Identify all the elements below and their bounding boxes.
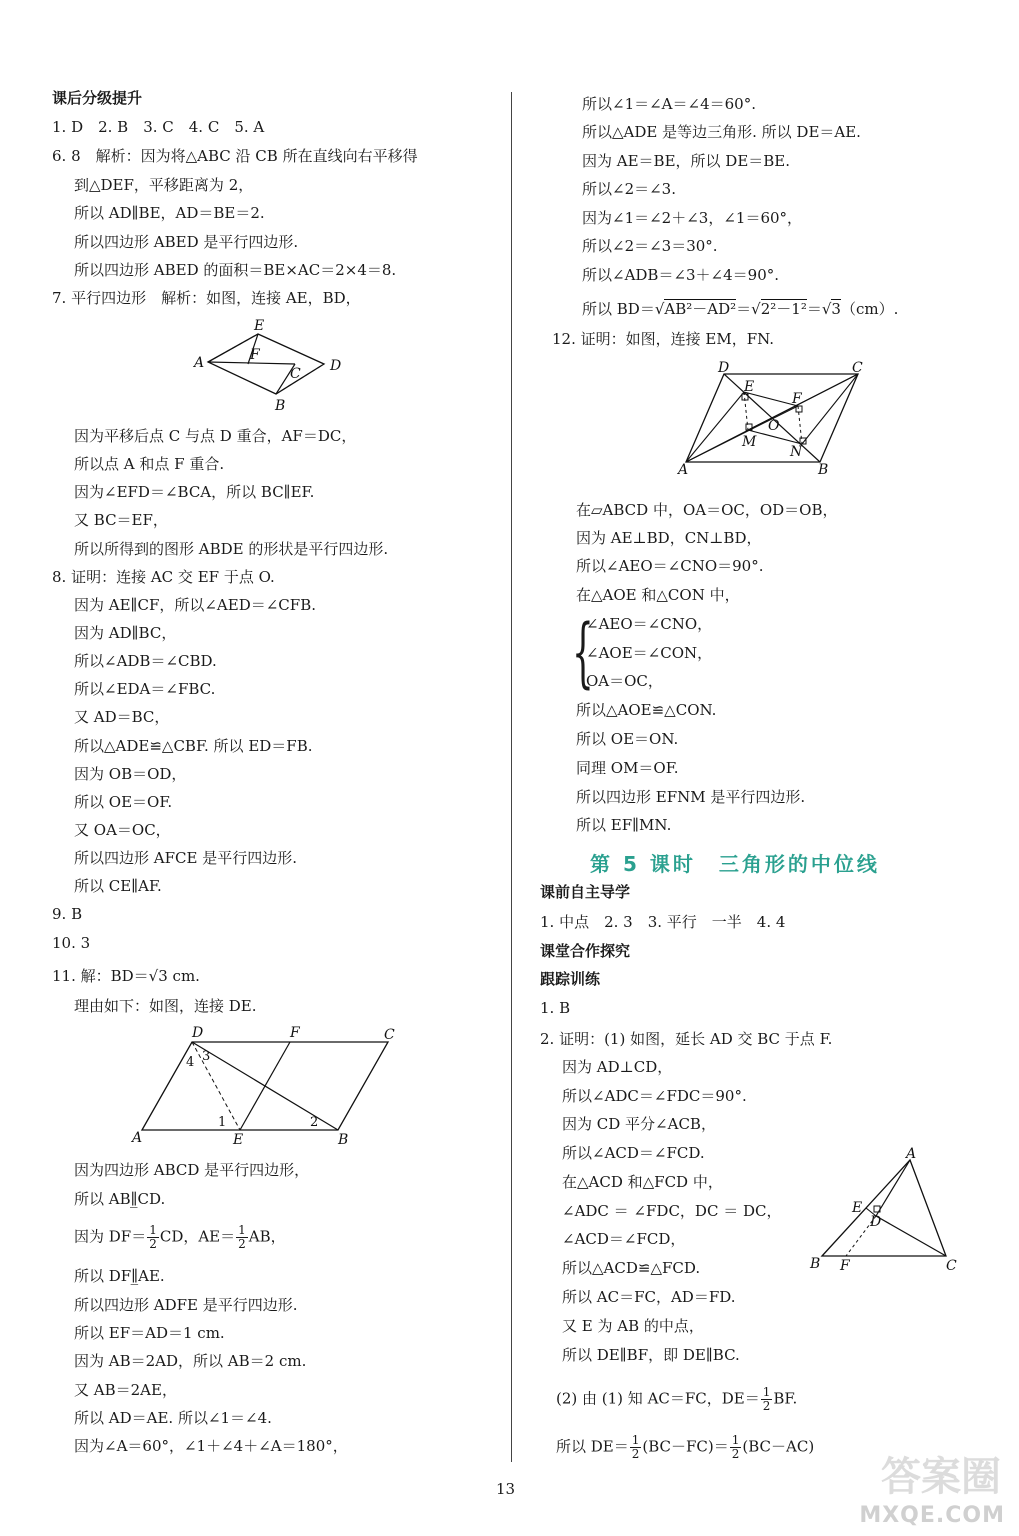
sqrt-sign: √ xyxy=(654,300,665,318)
answer-line: 所以 AD∥BE，AD＝BE＝2. xyxy=(74,204,265,222)
column-divider xyxy=(511,92,512,1462)
sqrt-sign: √ xyxy=(821,300,832,318)
fig-label: E xyxy=(254,318,265,334)
answer-line: 所以∠AEO＝∠CNO＝90°. xyxy=(576,557,764,575)
page-number: 13 xyxy=(496,1480,516,1498)
numerator: 1 xyxy=(631,1433,640,1447)
text-part: (2) 由 (1) 知 AC＝FC，DE＝ xyxy=(556,1389,760,1408)
answer-line: 因为 OB＝OD， xyxy=(74,765,187,783)
answer-line: 所以 AC＝FC，AD＝FD. xyxy=(562,1288,736,1306)
fig-segment xyxy=(686,392,744,462)
answer-line: 又 BC＝EF， xyxy=(74,511,168,529)
answer-line: 因为 AD⊥CD， xyxy=(562,1058,673,1076)
brace-symbol: { xyxy=(572,607,594,696)
fig-label: N xyxy=(790,444,803,460)
fig-label: E xyxy=(852,1200,863,1216)
answer-line: 所以 AD＝AE. 所以∠1＝∠4. xyxy=(74,1409,272,1427)
text-part: ＝ xyxy=(806,300,822,318)
answer-line: 所以∠ADB＝∠3＋∠4＝90°. xyxy=(582,266,780,284)
fig-label: F xyxy=(290,1025,300,1041)
answer-line: 10. 3 xyxy=(52,934,91,952)
answer-line: 所以△ADE≌△CBF. 所以 ED＝FB. xyxy=(74,737,313,755)
answer-line: ∠AOE＝∠CON， xyxy=(586,644,713,662)
sqrt-sign: √ xyxy=(751,300,761,318)
answer-line: 又 OA＝OC， xyxy=(74,821,171,839)
denominator: 2 xyxy=(631,1447,640,1461)
answer-line: 7. 平行四边形 解析：如图，连接 AE，BD， xyxy=(52,289,361,307)
answer-line: 所以∠ADB＝∠CBD. xyxy=(74,652,217,670)
answer-line: 因为 AE⊥BD，CN⊥BD， xyxy=(576,529,762,547)
answer-line: 所以∠ACD＝∠FCD. xyxy=(562,1144,705,1162)
answer-line: 8. 证明：连接 AC 交 EF 于点 O. xyxy=(52,568,275,586)
fig-label: F xyxy=(792,391,802,407)
answer-line: 因为∠EFD＝∠BCA，所以 BC∥EF. xyxy=(74,483,315,501)
answer-line: 因为 CD 平分∠ACB， xyxy=(562,1115,716,1133)
fig-label: E xyxy=(233,1132,244,1148)
fig-label: B xyxy=(275,398,286,414)
answer-line: 所以∠2＝∠3＝30°. xyxy=(582,237,718,255)
radicand: AB²－AD² xyxy=(664,300,737,318)
text-part: 所以 DE＝ xyxy=(556,1437,629,1456)
angle-label: 4 xyxy=(186,1055,195,1070)
fig-label: M xyxy=(742,434,757,450)
answer-line: 所以∠ADC＝∠FDC＝90°. xyxy=(562,1087,747,1105)
answer-line: 所以 OE＝ON. xyxy=(576,730,679,748)
answer-line: 所以△ACD≌△FCD. xyxy=(562,1259,701,1277)
answer-line: 因为平移后点 C 与点 D 重合，AF＝DC， xyxy=(74,427,357,445)
figure-q7 xyxy=(190,314,350,414)
text-part: 因为 DF＝ xyxy=(74,1227,147,1246)
denominator: 2 xyxy=(149,1237,157,1251)
angle-label: 3 xyxy=(202,1049,211,1064)
answer-line: 在△ACD 和△FCD 中， xyxy=(562,1173,723,1191)
text-part: ＝ xyxy=(736,300,752,318)
answer-line: 所以 EF＝AD＝1 cm. xyxy=(74,1324,225,1342)
answer-line: 所以四边形 ABED 的面积＝BE×AC＝2×4＝8. xyxy=(74,261,397,279)
answer-line: 因为 AE∥CF，所以∠AED＝∠CFB. xyxy=(74,596,316,614)
fig-label: B xyxy=(818,462,829,478)
answer-line: 又 AB＝2AE， xyxy=(74,1381,177,1399)
fig-shape xyxy=(208,334,324,394)
answer-line: 6. 8 解析：因为将△ABC 沿 CB 所在直线向右平移得 xyxy=(52,147,418,165)
answer-line: 所以 AB∥̲CD. xyxy=(74,1190,166,1208)
answer-line: 到△DEF，平移距离为 2， xyxy=(74,176,254,194)
answer-line: ∠AEO＝∠CNO， xyxy=(586,615,713,633)
answer-line: 因为 AB＝2AD，所以 AB＝2 cm. xyxy=(74,1352,307,1370)
fig-label: E xyxy=(744,379,755,395)
answer-line: 因为 AD∥BC， xyxy=(74,624,177,642)
fig-label: A xyxy=(678,462,689,478)
answer-line: 因为∠1＝∠2＋∠3，∠1＝60°， xyxy=(582,209,803,227)
answer-line: 12. 证明：如图，连接 EM，FN. xyxy=(552,330,775,348)
answer-line: 所以四边形 EFNM 是平行四边形. xyxy=(576,788,806,806)
answer-line: ∠ACD＝∠FCD， xyxy=(562,1230,686,1248)
figure-q11 xyxy=(130,1022,400,1150)
answer-line: 同理 OM＝OF. xyxy=(576,759,679,777)
answer-line: 所以 DE∥BF，即 DE∥BC. xyxy=(562,1346,740,1364)
answer-line: 所以 EF∥MN. xyxy=(576,816,672,834)
fraction xyxy=(236,1224,248,1251)
fig-segment xyxy=(802,374,858,444)
watermark-logo: 答案圈 xyxy=(881,1454,1001,1500)
lesson-title: 第 5 课时 三角形的中位线 xyxy=(590,852,880,876)
sqrt-line xyxy=(582,299,898,319)
denominator: 2 xyxy=(762,1399,771,1413)
fig-label: C xyxy=(852,360,863,376)
numerator: 1 xyxy=(238,1223,246,1237)
fraction-line xyxy=(74,1224,286,1251)
fig-label: D xyxy=(718,360,730,376)
section-heading: 课前自主导学 xyxy=(540,883,631,901)
fig-label: C xyxy=(946,1258,957,1274)
fig-label: A xyxy=(194,355,205,371)
angle-label: 2 xyxy=(310,1115,319,1130)
numerator: 1 xyxy=(149,1223,157,1237)
fig-label: C xyxy=(290,366,301,382)
answer-line: OA＝OC， xyxy=(586,672,663,690)
answer-line: 在▱ABCD 中，OA＝OC，OD＝OB， xyxy=(576,501,838,519)
fig-segment xyxy=(748,374,858,430)
fig-label: C xyxy=(384,1027,395,1043)
numerator: 1 xyxy=(731,1433,740,1447)
figure-q12 xyxy=(672,358,872,480)
fig-label: D xyxy=(870,1214,882,1230)
radicand: 2²－1² xyxy=(760,300,807,318)
answer-line: ∠ADC ＝ ∠FDC，DC ＝ DC， xyxy=(562,1202,782,1220)
text-part: 所以 BD＝ xyxy=(582,300,655,318)
section-heading: 课后分级提升 xyxy=(52,89,143,107)
answer-line: 所以△AOE≌△CON. xyxy=(576,701,717,719)
text-part: (BC－FC)＝ xyxy=(642,1437,729,1456)
fraction xyxy=(730,1434,742,1461)
answer-line: 在△AOE 和△CON 中， xyxy=(576,586,740,604)
text-part: （cm）. xyxy=(840,300,899,318)
fraction-line xyxy=(556,1434,814,1461)
fig-label: D xyxy=(330,358,342,374)
section-heading: 课堂合作探究 xyxy=(540,942,631,960)
fig-label: B xyxy=(810,1256,821,1272)
answer-line: 所以 DF∥̲AE. xyxy=(74,1267,165,1285)
answer-line: 所以∠1＝∠A＝∠4＝60°. xyxy=(582,95,756,113)
fig-label: A xyxy=(906,1146,917,1162)
answer-line: 所以∠EDA＝∠FBC. xyxy=(74,680,216,698)
answer-line: 所以△ADE 是等边三角形. 所以 DE＝AE. xyxy=(582,123,861,141)
answer-line: 理由如下：如图，连接 DE. xyxy=(74,997,257,1015)
answer-line: 11. 解：BD＝√3 cm. xyxy=(52,967,200,985)
answer-line: 1. D 2. B 3. C 4. C 5. A xyxy=(52,118,265,136)
denominator: 2 xyxy=(238,1237,246,1251)
fraction xyxy=(147,1224,159,1251)
answer-line: 1. 中点 2. 3 3. 平行 一半 4. 4 xyxy=(540,913,786,931)
radicand: 3 xyxy=(831,300,841,318)
answer-line: 所以四边形 AFCE 是平行四边形. xyxy=(74,849,297,867)
fraction xyxy=(630,1434,642,1461)
denominator: 2 xyxy=(731,1447,740,1461)
answer-line: 又 AD＝BC， xyxy=(74,708,170,726)
section-heading: 跟踪训练 xyxy=(540,970,601,988)
answer-line: 因为∠A＝60°，∠1＋∠4＋∠A＝180°， xyxy=(74,1437,348,1455)
fig-shape xyxy=(822,1160,946,1256)
answer-line: 因为 AE＝BE，所以 DE＝BE. xyxy=(582,152,791,170)
answer-line: 2. 证明：(1) 如图，延长 AD 交 BC 于点 F. xyxy=(540,1030,833,1048)
fraction-line xyxy=(556,1386,797,1413)
numerator: 1 xyxy=(762,1385,771,1399)
fig-label: D xyxy=(192,1025,204,1041)
fig-segment xyxy=(876,1160,910,1216)
text-part: BF. xyxy=(773,1389,798,1408)
answer-line: 所以四边形 ADFE 是平行四边形. xyxy=(74,1296,298,1314)
fig-label: F xyxy=(840,1258,850,1274)
answer-line: 所以 CE∥AF. xyxy=(74,877,162,895)
answer-line: 又 E 为 AB 的中点， xyxy=(562,1317,704,1335)
angle-label: 1 xyxy=(218,1115,227,1130)
watermark-url: MXQE.COM xyxy=(859,1503,1005,1528)
answer-line: 所以 OE＝OF. xyxy=(74,793,173,811)
fig-segment xyxy=(876,1216,946,1256)
text-part: (BC－AC) xyxy=(742,1437,815,1456)
fig-label: F xyxy=(250,347,260,363)
fig-label: O xyxy=(768,418,780,434)
fig-label: A xyxy=(132,1130,143,1146)
text-part: CD，AE＝ xyxy=(159,1227,236,1246)
answer-line: 所以点 A 和点 F 重合. xyxy=(74,455,225,473)
fig-label: B xyxy=(338,1132,349,1148)
fig-dashed xyxy=(192,1042,240,1130)
answer-line: 因为四边形 ABCD 是平行四边形， xyxy=(74,1161,310,1179)
answer-line: 所以四边形 ABED 是平行四边形. xyxy=(74,233,299,251)
answer-line: 所以∠2＝∠3. xyxy=(582,180,676,198)
text-part: AB， xyxy=(248,1227,286,1246)
answer-line: 9. B xyxy=(52,905,83,923)
fraction xyxy=(761,1386,773,1413)
answer-line: 所以所得到的图形 ABDE 的形状是平行四边形. xyxy=(74,540,389,558)
figure-q2 xyxy=(806,1146,966,1274)
answer-line: 1. B xyxy=(540,999,571,1017)
